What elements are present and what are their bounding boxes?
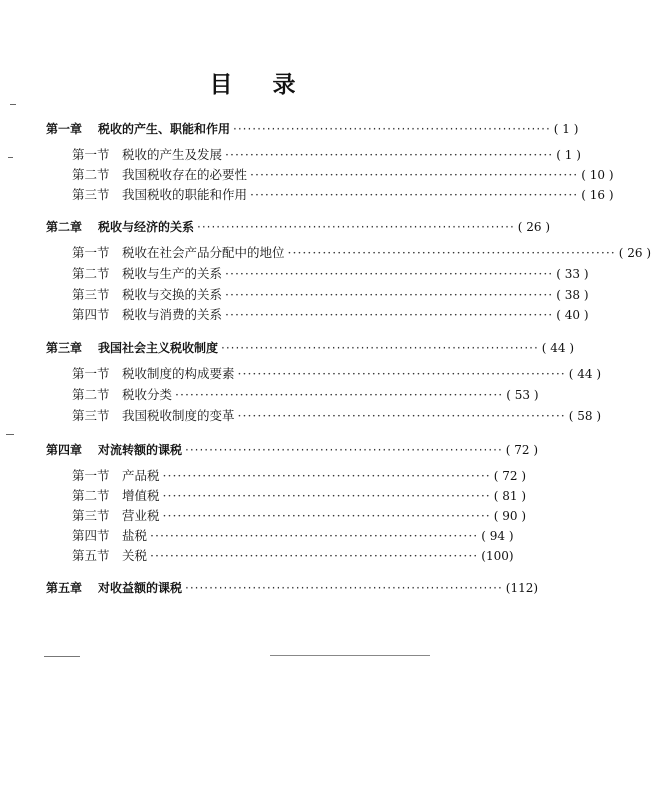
section-number: 第二节 xyxy=(72,266,110,281)
toc-section-1-3[interactable] xyxy=(72,187,614,203)
scan-mark xyxy=(6,434,14,435)
dot-leader: ·································································· xyxy=(250,167,579,182)
chapter-title: 对流转额的课税 xyxy=(98,443,183,457)
chapter-number: 第一章 xyxy=(46,122,83,136)
section-number: 第四节 xyxy=(72,528,110,543)
page-number: ( 10 ) xyxy=(581,168,614,182)
title-char-2: 录 xyxy=(272,72,296,98)
section-title: 税收的产生及发展 xyxy=(122,147,223,162)
toc-chapter-3[interactable] xyxy=(46,340,575,356)
page-number: ( 72 ) xyxy=(505,443,539,457)
toc-section-1-2[interactable] xyxy=(72,167,614,183)
page-number: ( 90 ) xyxy=(493,509,527,523)
page-number: ( 44 ) xyxy=(541,341,575,355)
dot-leader: ·································································· xyxy=(175,387,504,402)
section-number: 第二节 xyxy=(72,387,110,402)
toc-section-2-1[interactable] xyxy=(72,245,651,261)
dot-leader: ·································································· xyxy=(162,468,491,483)
toc-section-3-2[interactable] xyxy=(72,387,539,403)
section-title: 我国税收制度的变革 xyxy=(122,408,235,423)
scan-mark xyxy=(8,157,13,158)
section-number: 第三节 xyxy=(72,508,110,523)
section-title: 税收与消费的关系 xyxy=(122,307,223,322)
page-number: ( 72 ) xyxy=(493,469,527,483)
page-number: ( 58 ) xyxy=(568,409,602,423)
scan-rule-right xyxy=(270,655,430,656)
dot-leader: ·································································· xyxy=(225,266,554,281)
section-title: 税收与交换的关系 xyxy=(122,287,223,302)
scan-rule-left xyxy=(44,656,80,657)
section-title: 增值税 xyxy=(122,488,160,503)
dot-leader: ·································································· xyxy=(150,528,479,543)
page-number: (112) xyxy=(505,581,539,595)
section-title: 税收制度的构成要素 xyxy=(122,366,235,381)
section-number: 第二节 xyxy=(72,167,110,182)
page-number: ( 1 ) xyxy=(556,148,581,162)
chapter-title: 对收益额的课税 xyxy=(98,581,183,595)
chapter-number: 第四章 xyxy=(46,443,83,457)
chapter-title: 税收的产生、职能和作用 xyxy=(98,122,231,136)
toc-section-4-2[interactable] xyxy=(72,488,527,504)
section-title: 营业税 xyxy=(122,508,160,523)
toc-chapter-5[interactable] xyxy=(46,580,539,596)
page-number: ( 53 ) xyxy=(506,388,539,402)
chapter-title: 我国社会主义税收制度 xyxy=(98,341,219,355)
toc-chapter-2[interactable] xyxy=(46,219,551,235)
section-number: 第五节 xyxy=(72,548,110,563)
chapter-number: 第二章 xyxy=(46,220,83,234)
title-char-1: 目 xyxy=(209,72,233,98)
section-number: 第三节 xyxy=(72,408,110,423)
section-title: 产品税 xyxy=(122,468,160,483)
section-title: 我国税收的职能和作用 xyxy=(122,187,248,202)
toc-section-4-1[interactable] xyxy=(72,468,527,484)
section-number: 第一节 xyxy=(72,147,110,162)
section-number: 第四节 xyxy=(72,307,110,322)
page-number: ( 16 ) xyxy=(581,188,614,202)
section-number: 第一节 xyxy=(72,468,110,483)
toc-section-2-3[interactable] xyxy=(72,287,589,303)
dot-leader: ·································································· xyxy=(221,341,539,355)
dot-leader: ·································································· xyxy=(250,187,579,202)
dot-leader: ·································································· xyxy=(233,122,551,136)
section-number: 第一节 xyxy=(72,366,110,381)
toc-section-1-1[interactable] xyxy=(72,147,581,163)
dot-leader: ·································································· xyxy=(185,443,503,457)
section-number: 第二节 xyxy=(72,488,110,503)
toc-section-4-3[interactable] xyxy=(72,508,527,524)
dot-leader: ·································································· xyxy=(287,245,616,260)
toc-section-3-1[interactable] xyxy=(72,366,602,382)
dot-leader: ·································································· xyxy=(237,366,566,381)
chapter-number: 第三章 xyxy=(46,341,83,355)
toc-section-4-5[interactable] xyxy=(72,548,514,564)
dot-leader: ·································································· xyxy=(225,147,554,162)
toc-section-3-3[interactable] xyxy=(72,408,602,424)
dot-leader: ·································································· xyxy=(162,508,491,523)
toc-chapter-1[interactable] xyxy=(46,121,579,137)
toc-chapter-4[interactable] xyxy=(46,442,539,458)
page-number: ( 33 ) xyxy=(556,267,589,281)
section-title: 我国税收存在的必要性 xyxy=(122,167,248,182)
section-title: 税收分类 xyxy=(122,387,173,402)
toc-section-4-4[interactable] xyxy=(72,528,514,544)
section-title: 税收与生产的关系 xyxy=(122,266,223,281)
page-number: ( 26 ) xyxy=(618,246,651,260)
dot-leader: ·································································· xyxy=(237,408,566,423)
dot-leader: ·································································· xyxy=(197,220,515,234)
dot-leader: ·································································· xyxy=(225,307,554,322)
scan-mark xyxy=(10,104,16,105)
chapter-title: 税收与经济的关系 xyxy=(98,220,195,234)
dot-leader: ·································································· xyxy=(162,488,491,503)
page-number: ( 81 ) xyxy=(493,489,527,503)
page-number: ( 38 ) xyxy=(556,288,589,302)
chapter-number: 第五章 xyxy=(46,581,83,595)
toc-section-2-2[interactable] xyxy=(72,266,589,282)
section-title: 税收在社会产品分配中的地位 xyxy=(122,245,285,260)
page-number: ( 40 ) xyxy=(556,308,589,322)
page-number: ( 94 ) xyxy=(481,529,514,543)
section-number: 第一节 xyxy=(72,245,110,260)
dot-leader: ·································································· xyxy=(185,581,503,595)
section-number: 第三节 xyxy=(72,287,110,302)
page-number: ( 26 ) xyxy=(517,220,551,234)
page-number: (100) xyxy=(481,549,514,563)
section-title: 盐税 xyxy=(122,528,148,543)
dot-leader: ·································································· xyxy=(225,287,554,302)
toc-section-2-4[interactable] xyxy=(72,307,589,323)
section-title: 关税 xyxy=(122,548,148,563)
page-number: ( 44 ) xyxy=(568,367,602,381)
dot-leader: ·································································· xyxy=(150,548,479,563)
page-number: ( 1 ) xyxy=(553,122,579,136)
section-number: 第三节 xyxy=(72,187,110,202)
